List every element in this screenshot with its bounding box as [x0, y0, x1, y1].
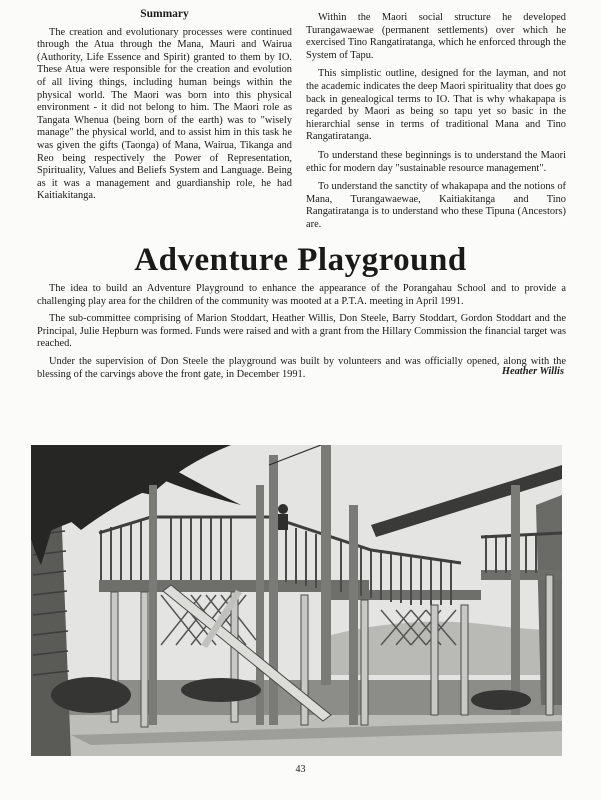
summary-column: [37, 8, 292, 209]
article-paragraph: Under the supervision of Don Steele the playground was built by volunteers and was officially opened, along with the blessing of the carvings above the front gate, in December 1991.: [37, 355, 566, 380]
article-title: Adventure Playground: [134, 242, 467, 278]
playground-photo: [31, 445, 562, 756]
article-paragraph: The sub-committee comprising of Marion Stoddart, Heather Willis, Don Steele, Barry Stoddart, Gordon Stoddart and the Principal, Julie Hepburn was formed. Funds were raised and with a grant from the Hillary Commission the financial target was reached.: [37, 313, 566, 350]
summary-paragraph: The creation and evolutionary processes were continued through the Atua through the Mana, Mauri and Wairua (Authority, Life Essence and Spirit) granted to them by IO. These Atua were responsible for the creation and evolution of all living things, including human beings within the physical world. The Maori was born into this physical environment - it did not belong to him. The Maori role as Tangata Whenua (being born of the earth) was to "wisely manage" the physical world, and to assist him in this task he was given the gifts (Taonga) of Mana, Wairua, Tikanga and Reo being respectively the Power of Representation, Spirituality, Values and Beliefs System and Language. Being as it was a management and guardianship role, he had Kaitiakitanga.: [37, 26, 292, 202]
right-paragraph: To understand these beginnings is to understand the Maori ethic for modern day "sustainable resource management".: [306, 149, 566, 174]
right-paragraph: Within the Maori social structure he developed Turangawaewae (permanent settlements) over which he exercised Tino Rangatiratanga, which he enforced through the System of Tapu.: [306, 12, 566, 61]
right-paragraph: This simplistic outline, designed for the layman, and not the academic indicates the deep Maori spirituality that does go back in genealogical terms to IO. That is why whakapapa is regarded by Maori as being so tapu yet so basic in the hierarchial sense in terms of traditional Mana and Tino Rangatiratanga.: [306, 68, 566, 143]
article-body: [37, 283, 566, 386]
right-column: [306, 12, 566, 238]
article-byline: Heather Willis: [501, 366, 564, 377]
page-number: 43: [295, 764, 306, 775]
summary-heading: Summary: [140, 8, 189, 20]
article-paragraph: The idea to build an Adventure Playground to enhance the appearance of the Porangahau School and to provide a challenging play area for the children of the community was mooted at a P.T.A. meeting in April 1991.: [37, 283, 566, 307]
right-paragraph: To understand the sanctity of whakapapa and the notions of Mana, Turangawaewae, Kaitiakitanga and Tino Rangatiratanga is to understand who these Tipuna (Ancestors) are.: [306, 181, 566, 230]
